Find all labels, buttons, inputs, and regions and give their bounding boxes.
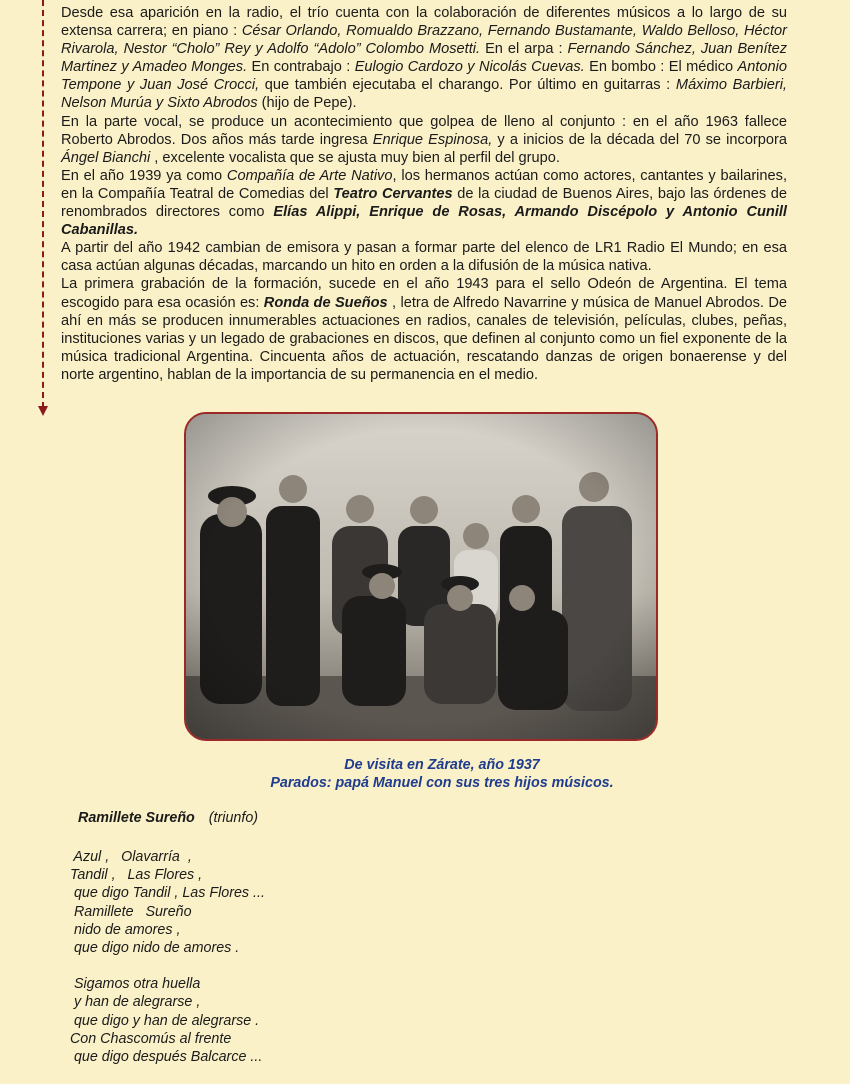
lyric-line: que digo nido de amores . — [66, 940, 240, 957]
song-title-name: Ramillete Sureño — [78, 810, 195, 826]
text-run: Ronda de Sueños — [263, 294, 388, 311]
text-run: , letra de Alfredo Navarrine y música de Manuel Abrodos. De ahí en más se producen innumerables actuaciones en radios, canales de televisión, películas, clubes, peñas, instituciones varias y un legado de grabaciones en discos, que definen al conjunto como un fiel exponente de la música tradicional Argentina. Cincuenta años de actuación, rescatando danzas de origen bonaerense y del norte argentino, hablan de la importancia de su permanencia en el medio. — [61, 294, 788, 383]
text-run: Fernando Sánchez, Juan Benítez Martinez y Amadeo Monges. — [61, 41, 788, 76]
paragraph-vocal — [61, 113, 787, 167]
text-run: A partir del año 1942 cambian de emisora y pasan a formar parte del elenco de LR1 Radio El Mundo; en esa casa actúan algunas décadas, marcando un hito en orden a la difusión de la música nativa. — [61, 240, 787, 275]
lyric-line: que digo y han de alegrarse . — [66, 1012, 260, 1029]
song-title-genre: (triunfo) — [208, 810, 259, 826]
text-run: Teatro Cervantes — [333, 185, 453, 202]
text-run: Antonio Tempone y Juan José Crocci, — [61, 59, 787, 94]
text-run: Compañía de Arte Nativo — [226, 167, 393, 184]
text-run: y a inicios de la década del 70 se incorpora — [492, 131, 787, 148]
text-run: En bombo : El médico — [584, 59, 738, 76]
lyric-line: que digo Tandil , Las Flores ... — [66, 885, 265, 902]
lyric-line: Tandil , Las Flores , — [66, 867, 203, 884]
text-run: La primera grabación de la formación, sucede en el año 1943 para el sello Odeón de Argentina. El tema escogido para esa ocasión es: — [61, 276, 787, 311]
text-run: , los hermanos actúan como actores, cantantes y bailarines, en la Compañía Teatral de Comedias del — [61, 167, 787, 202]
text-run: Elías Alippi, Enrique de Rosas, Armando Discépolo y Antonio Cunill Cabanillas. — [61, 204, 787, 239]
lyric-line: Sigamos otra huella — [66, 976, 201, 993]
verse-2 — [66, 975, 265, 1066]
verse-1 — [66, 848, 265, 957]
text-run: , excelente vocalista que se ajusta muy bien al perfil del grupo. — [150, 149, 560, 166]
lyric-line: Azul , Olavarría , — [66, 849, 192, 865]
paragraph-1942 — [61, 239, 787, 275]
text-run: En el año 1939 ya como — [61, 167, 227, 184]
text-run: Ángel Bianchi — [61, 149, 151, 166]
group-photo-image — [186, 414, 656, 739]
lyric-line: Ramillete Sureño — [66, 903, 192, 920]
caption-line-2: Parados: papá Manuel con sus tres hijos músicos. — [270, 775, 614, 791]
text-run: César Orlando, Romualdo Brazzano, Fernando Bustamante, Waldo Belloso, Héctor Rivarola, Nestor “Cholo” Rey y Adolfo “Adolo” Colombo Mosetti. — [61, 23, 787, 58]
text-run: En la parte vocal, se produce un acontecimiento que golpea de lleno al conjunto : en el año 1963 fallece Roberto Abrodos. Dos años más tarde ingresa — [61, 113, 787, 148]
lyric-line: nido de amores , — [66, 921, 181, 938]
lyric-line: Con Chascomús al frente — [66, 1030, 232, 1047]
paragraph-musicians — [61, 4, 787, 113]
article-body — [61, 4, 787, 384]
song-lyrics — [66, 848, 265, 1084]
song-title — [78, 810, 258, 826]
arrow-down-icon — [38, 406, 48, 416]
lyric-line: y han de alegrarse , — [66, 994, 201, 1011]
paragraph-first-recording — [61, 275, 787, 384]
text-run: Máximo Barbieri, Nelson Murúa y Sixto Abrodos — [61, 77, 787, 112]
text-run: Desde esa aparición en la radio, el trío cuenta con la colaboración de diferentes músicos a lo largo de su extensa carrera; en piano : — [61, 5, 787, 40]
text-run: de la ciudad de Buenos Aires, bajo las órdenes de renombrados directores como — [61, 185, 787, 221]
photo-caption — [150, 756, 734, 792]
lyric-line: que digo después Balcarce ... — [66, 1049, 263, 1066]
text-run: Eulogio Cardozo y Nicolás Cuevas. — [354, 59, 585, 76]
text-run: En contrabajo : — [247, 59, 355, 76]
paragraph-1939 — [61, 167, 787, 239]
caption-line-1: De visita en Zárate, año 1937 — [344, 757, 540, 773]
group-photo — [184, 412, 658, 741]
text-run: que también ejecutaba el charango. Por último en guitarras : — [259, 77, 676, 94]
text-run: En el arpa : — [480, 41, 568, 58]
text-run: (hijo de Pepe). — [257, 95, 357, 112]
text-run: Enrique Espinosa, — [372, 131, 493, 148]
dashed-guide-line — [42, 0, 44, 408]
